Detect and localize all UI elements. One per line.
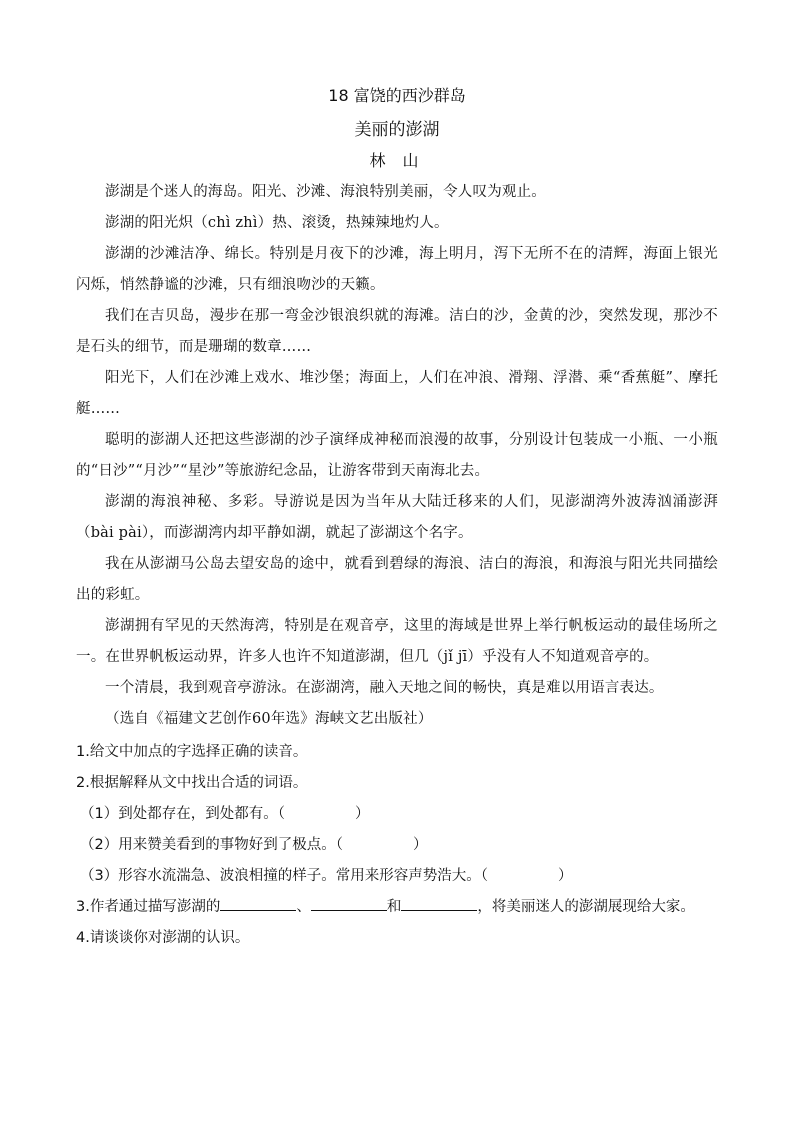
paragraph: 聪明的澎湖人还把这些澎湖的沙子演绎成神秘而浪漫的故事，分别设计包装成一小瓶、一小瓶的“日沙”“月沙”“星沙”等旅游纪念品，让游客带到天南海北去。 — [76, 432, 718, 479]
paragraph: 澎湖拥有罕见的天然海湾，特别是在观音亭，这里的海域是世界上举行帆板运动的最佳场所之一。在世界帆板运动界，许多人也许不知道澎湖，但几（jǐ jī）乎没有人不知道观音亭的。 — [76, 618, 718, 665]
fill-blank-1[interactable] — [220, 894, 296, 911]
question-2-item-2-text: （2）用来赞美看到的事物好到了极点。（ — [80, 837, 343, 853]
paragraph: 我们在吉贝岛，漫步在那一弯金沙银浪织就的海滩。洁白的沙，金黄的沙，突然发现，那沙不是石头的细节，而是珊瑚的数章…… — [76, 308, 718, 355]
fill-blank-3[interactable] — [401, 894, 477, 911]
paragraph: 一个清晨，我到观音亭游泳。在澎湖湾，融入天地之间的畅快，真是难以用语言表达。 — [105, 680, 664, 696]
paragraph: 澎湖的阳光炽（chì zhì）热、滚烫，热辣辣地灼人。 — [105, 215, 449, 231]
question-2-item-2 — [76, 830, 718, 861]
question-4: 4.请谈谈你对澎湖的认识。 — [76, 930, 250, 946]
question-3-tail: ，将美丽迷人的澎湖展现给大家。 — [477, 899, 695, 915]
question-3-lead: 3.作者通过描写澎湖的 — [76, 899, 221, 915]
close-paren: ） — [557, 868, 573, 884]
question-3 — [76, 892, 718, 923]
question-1: 1.给文中加点的字选择正确的读音。 — [76, 744, 308, 760]
question-2-item-3-text: （3）形容水流湍急、波浪相撞的样子。常用来形容声势浩大。（ — [80, 868, 488, 884]
question-2-item-1 — [76, 799, 718, 830]
questions-section — [76, 737, 718, 954]
question-2: 2.根据解释从文中找出合适的词语。 — [76, 775, 308, 791]
worksheet-page — [76, 86, 718, 954]
separator: 、 — [296, 899, 311, 915]
paragraph: 阳光下，人们在沙滩上戏水、堆沙堡；海面上，人们在冲浪、滑翔、浮潜、乘“香蕉艇”、摩托艇…… — [76, 370, 718, 417]
paragraph: 澎湖的海浪神秘、多彩。导游说是因为当年从大陆迁移来的人们，见澎湖湾外波涛汹涌澎湃（bài pài），而澎湖湾内却平静如湖，就起了澎湖这个名字。 — [76, 494, 718, 541]
question-2-item-1-text: （1）到处都存在，到处都有。（ — [80, 806, 285, 822]
article-title: 美丽的澎湖 — [354, 120, 440, 140]
paragraph: 澎湖的沙滩洁净、绵长。特别是月夜下的沙滩，海上明月，泻下无所不在的清辉，海面上银光闪烁，悄然静谧的沙滩，只有细浪吻沙的天籁。 — [76, 246, 718, 293]
article-body — [76, 177, 718, 735]
author-name: 林 山 — [369, 151, 425, 170]
lesson-title: 18 富饶的西沙群岛 — [328, 86, 466, 105]
separator: 和 — [386, 899, 402, 915]
paragraph: 我在从澎湖马公岛去望安岛的途中，就看到碧绿的海浪、洁白的海浪，和海浪与阳光共同描绘出的彩虹。 — [76, 556, 718, 603]
close-paren: ） — [354, 806, 370, 822]
question-2-item-3 — [76, 861, 718, 892]
close-paren: ） — [412, 837, 428, 853]
paragraph: 澎湖是个迷人的海岛。阳光、沙滩、海浪特别美丽，令人叹为观止。 — [105, 184, 546, 200]
fill-blank-2[interactable] — [311, 894, 387, 911]
source-citation: （选自《福建文艺创作60年选》海峡文艺出版社） — [105, 711, 433, 727]
